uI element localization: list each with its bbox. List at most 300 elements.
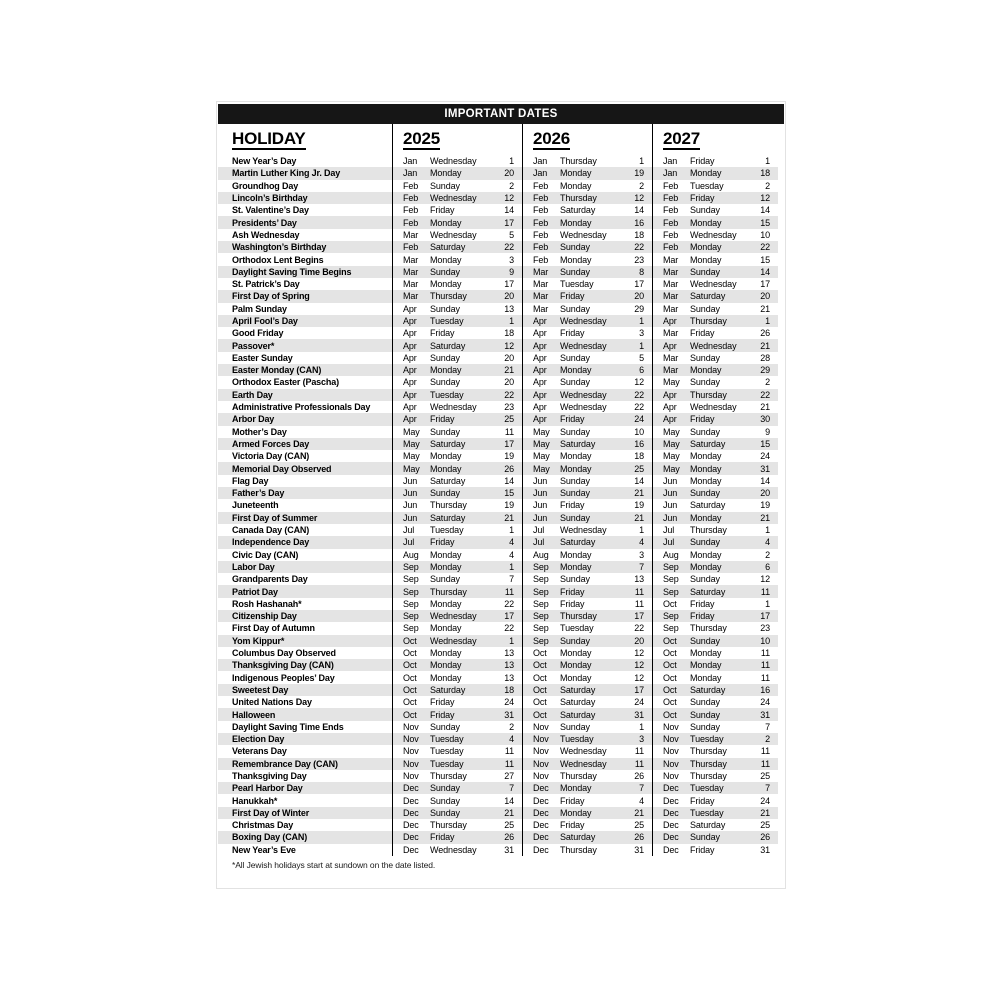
- date-day: 1: [509, 561, 514, 572]
- date-day: 17: [760, 279, 770, 290]
- date-day: 31: [504, 844, 514, 855]
- date-cell-2025: [393, 671, 523, 683]
- date-cell-2025: [393, 598, 523, 610]
- holiday-name: Veterans Day: [218, 745, 393, 757]
- holiday-name: Citizenship Day: [218, 610, 393, 622]
- row-spacer: [778, 721, 784, 733]
- row-spacer: [778, 844, 784, 856]
- holiday-name: Daylight Saving Time Begins: [218, 266, 393, 278]
- date-weekday: Tuesday: [430, 525, 464, 536]
- date-day: 25: [504, 820, 514, 831]
- date-weekday: Tuesday: [560, 279, 594, 290]
- date-day: 31: [634, 844, 644, 855]
- holiday-name: Juneteenth: [218, 499, 393, 511]
- date-weekday: Tuesday: [430, 316, 464, 326]
- date-day: 25: [760, 770, 770, 781]
- date-cell-2026: [523, 475, 653, 487]
- date-month: Sep: [533, 598, 549, 609]
- row-spacer: [778, 180, 784, 192]
- date-month: Feb: [663, 217, 679, 228]
- date-weekday: Saturday: [690, 500, 726, 511]
- date-month: Oct: [663, 598, 677, 609]
- row-spacer: [778, 216, 784, 228]
- date-month: Oct: [533, 660, 547, 671]
- date-weekday: Wednesday: [560, 389, 607, 400]
- date-weekday: Sunday: [690, 266, 720, 277]
- date-day: 20: [504, 291, 514, 302]
- date-cell-2027: [653, 745, 778, 757]
- date-cell-2027: [653, 536, 778, 548]
- date-month: Sep: [663, 623, 679, 634]
- date-month: Nov: [403, 721, 419, 732]
- holiday-name: Easter Monday (CAN): [218, 364, 393, 376]
- date-day: 7: [765, 783, 770, 794]
- date-cell-2027: [653, 819, 778, 831]
- date-weekday: Monday: [560, 549, 592, 560]
- row-spacer: [778, 253, 784, 265]
- date-month: Apr: [663, 402, 677, 413]
- date-month: Jun: [663, 512, 678, 523]
- date-weekday: Monday: [560, 672, 592, 683]
- date-day: 30: [760, 414, 770, 425]
- date-day: 1: [765, 525, 770, 536]
- date-day: 19: [634, 168, 644, 179]
- date-weekday: Saturday: [430, 242, 466, 253]
- date-day: 1: [639, 316, 644, 326]
- date-month: Apr: [403, 328, 417, 339]
- date-weekday: Sunday: [430, 795, 460, 806]
- date-cell-2026: [523, 782, 653, 794]
- date-weekday: Monday: [690, 254, 722, 265]
- table-row: [218, 573, 784, 585]
- date-day: 5: [509, 229, 514, 240]
- table-row: [218, 303, 784, 315]
- date-weekday: Thursday: [690, 525, 727, 536]
- date-day: 3: [639, 734, 644, 745]
- date-weekday: Monday: [430, 463, 462, 474]
- date-cell-2025: [393, 229, 523, 241]
- date-month: Sep: [403, 598, 419, 609]
- date-cell-2026: [523, 204, 653, 216]
- date-cell-2027: [653, 487, 778, 499]
- date-cell-2027: [653, 831, 778, 843]
- date-day: 20: [504, 377, 514, 388]
- date-month: Apr: [533, 377, 547, 388]
- date-weekday: Friday: [430, 328, 455, 339]
- date-day: 11: [760, 746, 770, 757]
- date-day: 1: [639, 156, 644, 167]
- holiday-name: Father’s Day: [218, 487, 393, 499]
- table-row: [218, 610, 784, 622]
- date-weekday: Monday: [690, 475, 722, 486]
- date-day: 10: [634, 426, 644, 437]
- date-cell-2026: [523, 462, 653, 474]
- date-cell-2027: [653, 610, 778, 622]
- date-day: 17: [760, 611, 770, 622]
- date-cell-2027: [653, 770, 778, 782]
- date-day: 2: [509, 721, 514, 732]
- row-spacer: [778, 364, 784, 376]
- date-cell-2027: [653, 376, 778, 388]
- date-day: 7: [639, 783, 644, 794]
- date-cell-2026: [523, 512, 653, 524]
- date-month: Oct: [663, 660, 677, 671]
- holiday-name: Mother’s Day: [218, 426, 393, 438]
- date-month: Jun: [403, 488, 418, 499]
- date-month: Sep: [533, 623, 549, 634]
- holiday-name: Civic Day (CAN): [218, 549, 393, 561]
- date-weekday: Saturday: [690, 291, 726, 302]
- date-weekday: Thursday: [690, 316, 727, 326]
- date-day: 17: [634, 684, 644, 695]
- date-weekday: Monday: [690, 168, 722, 179]
- date-month: Sep: [663, 561, 679, 572]
- date-month: Oct: [533, 709, 547, 720]
- date-month: Sep: [403, 623, 419, 634]
- date-month: Feb: [663, 180, 679, 191]
- holiday-name: Independence Day: [218, 536, 393, 548]
- date-cell-2025: [393, 585, 523, 597]
- date-cell-2026: [523, 303, 653, 315]
- date-day: 20: [634, 291, 644, 302]
- row-spacer: [778, 770, 784, 782]
- date-month: Mar: [663, 254, 679, 265]
- date-day: 24: [634, 414, 644, 425]
- date-month: Nov: [533, 758, 549, 769]
- row-spacer: [778, 782, 784, 794]
- date-cell-2025: [393, 831, 523, 843]
- date-weekday: Friday: [690, 156, 715, 167]
- date-day: 20: [504, 352, 514, 363]
- date-day: 14: [504, 795, 514, 806]
- date-weekday: Sunday: [690, 488, 720, 499]
- date-day: 15: [760, 438, 770, 449]
- table-row: [218, 450, 784, 462]
- date-weekday: Friday: [560, 586, 585, 597]
- date-day: 14: [504, 205, 514, 216]
- date-day: 31: [760, 709, 770, 720]
- date-day: 25: [504, 414, 514, 425]
- date-cell-2026: [523, 671, 653, 683]
- table-row: [218, 770, 784, 782]
- holiday-name: Passover*: [218, 339, 393, 351]
- table-row: [218, 622, 784, 634]
- date-cell-2027: [653, 389, 778, 401]
- table-row: [218, 290, 784, 302]
- date-weekday: Tuesday: [430, 734, 464, 745]
- date-weekday: Thursday: [430, 820, 467, 831]
- date-cell-2027: [653, 573, 778, 585]
- date-cell-2026: [523, 819, 653, 831]
- date-month: Jun: [533, 475, 548, 486]
- date-weekday: Wednesday: [560, 316, 607, 326]
- date-month: Jun: [533, 488, 548, 499]
- date-day: 7: [509, 574, 514, 585]
- date-month: Oct: [663, 709, 677, 720]
- date-cell-2025: [393, 204, 523, 216]
- table-row: [218, 684, 784, 696]
- date-cell-2025: [393, 426, 523, 438]
- row-spacer: [778, 192, 784, 204]
- date-month: Nov: [533, 721, 549, 732]
- date-cell-2025: [393, 192, 523, 204]
- date-cell-2027: [653, 671, 778, 683]
- date-month: Oct: [403, 684, 417, 695]
- date-month: May: [533, 438, 550, 449]
- date-day: 25: [634, 463, 644, 474]
- date-weekday: Wednesday: [690, 340, 737, 351]
- date-weekday: Thursday: [560, 193, 597, 204]
- date-day: 11: [760, 648, 770, 659]
- date-month: Jun: [403, 512, 418, 523]
- holiday-name: Orthodox Lent Begins: [218, 253, 393, 265]
- date-month: Nov: [403, 746, 419, 757]
- date-cell-2025: [393, 696, 523, 708]
- table-row: [218, 647, 784, 659]
- holiday-name: Earth Day: [218, 389, 393, 401]
- date-day: 29: [760, 365, 770, 376]
- row-spacer: [778, 671, 784, 683]
- table-row: [218, 696, 784, 708]
- date-cell-2025: [393, 659, 523, 671]
- row-spacer: [778, 745, 784, 757]
- date-day: 1: [639, 721, 644, 732]
- date-cell-2026: [523, 844, 653, 856]
- date-cell-2026: [523, 389, 653, 401]
- date-cell-2026: [523, 573, 653, 585]
- date-month: Dec: [403, 832, 419, 843]
- date-day: 14: [634, 475, 644, 486]
- holiday-name: Groundhog Day: [218, 180, 393, 192]
- date-day: 9: [765, 426, 770, 437]
- date-month: Oct: [533, 684, 547, 695]
- date-cell-2025: [393, 475, 523, 487]
- date-month: Jan: [403, 168, 418, 179]
- holiday-name: Pearl Harbor Day: [218, 782, 393, 794]
- date-month: Mar: [533, 303, 549, 314]
- date-weekday: Thursday: [430, 770, 467, 781]
- date-weekday: Thursday: [560, 611, 597, 622]
- date-month: Mar: [663, 303, 679, 314]
- date-cell-2027: [653, 216, 778, 228]
- date-weekday: Thursday: [560, 156, 597, 167]
- date-weekday: Wednesday: [690, 279, 737, 290]
- date-day: 17: [504, 217, 514, 228]
- date-cell-2025: [393, 278, 523, 290]
- table-row: [218, 389, 784, 401]
- date-month: Jun: [403, 475, 418, 486]
- row-spacer: [778, 241, 784, 253]
- row-spacer: [778, 266, 784, 278]
- date-weekday: Wednesday: [690, 402, 737, 413]
- date-cell-2027: [653, 290, 778, 302]
- date-cell-2026: [523, 426, 653, 438]
- date-month: Apr: [403, 340, 417, 351]
- holiday-name: Labor Day: [218, 561, 393, 573]
- date-month: Apr: [403, 402, 417, 413]
- date-cell-2025: [393, 339, 523, 351]
- table-row: [218, 475, 784, 487]
- date-day: 11: [760, 586, 770, 597]
- date-month: Apr: [403, 389, 417, 400]
- date-month: Feb: [403, 242, 419, 253]
- date-weekday: Monday: [690, 648, 722, 659]
- date-weekday: Sunday: [690, 574, 720, 585]
- date-month: Jan: [403, 156, 418, 167]
- date-weekday: Wednesday: [690, 229, 737, 240]
- date-weekday: Friday: [430, 537, 455, 548]
- row-spacer: [778, 610, 784, 622]
- date-cell-2027: [653, 462, 778, 474]
- date-day: 26: [504, 463, 514, 474]
- date-weekday: Monday: [430, 660, 462, 671]
- date-day: 11: [504, 426, 514, 437]
- date-day: 1: [639, 525, 644, 536]
- date-day: 21: [760, 402, 770, 413]
- table-row: [218, 204, 784, 216]
- date-cell-2026: [523, 549, 653, 561]
- date-cell-2025: [393, 352, 523, 364]
- date-weekday: Monday: [690, 549, 722, 560]
- date-month: Feb: [403, 180, 419, 191]
- date-cell-2025: [393, 745, 523, 757]
- date-cell-2027: [653, 266, 778, 278]
- table-row: [218, 364, 784, 376]
- date-day: 17: [634, 279, 644, 290]
- date-cell-2027: [653, 413, 778, 425]
- date-weekday: Sunday: [690, 205, 720, 216]
- date-month: Nov: [663, 746, 679, 757]
- date-month: Dec: [403, 807, 419, 818]
- date-weekday: Thursday: [690, 770, 727, 781]
- date-day: 11: [634, 758, 644, 769]
- date-cell-2025: [393, 462, 523, 474]
- date-day: 11: [504, 746, 514, 757]
- date-month: Apr: [663, 414, 677, 425]
- date-cell-2026: [523, 524, 653, 536]
- date-day: 1: [765, 316, 770, 326]
- date-cell-2026: [523, 733, 653, 745]
- date-day: 22: [504, 598, 514, 609]
- date-day: 20: [634, 635, 644, 646]
- row-spacer: [778, 794, 784, 806]
- date-day: 13: [504, 648, 514, 659]
- date-cell-2027: [653, 364, 778, 376]
- date-weekday: Tuesday: [690, 807, 724, 818]
- date-month: Feb: [533, 242, 549, 253]
- row-spacer: [778, 758, 784, 770]
- table-row: [218, 536, 784, 548]
- date-weekday: Monday: [560, 254, 592, 265]
- date-day: 12: [634, 193, 644, 204]
- date-month: Feb: [533, 217, 549, 228]
- date-day: 14: [760, 475, 770, 486]
- date-day: 26: [760, 832, 770, 843]
- date-cell-2026: [523, 721, 653, 733]
- table-row: [218, 462, 784, 474]
- date-day: 17: [634, 611, 644, 622]
- date-weekday: Monday: [560, 168, 592, 179]
- holiday-name: Indigenous Peoples’ Day: [218, 671, 393, 683]
- date-month: Jul: [663, 537, 675, 548]
- date-cell-2026: [523, 229, 653, 241]
- date-cell-2025: [393, 155, 523, 167]
- date-day: 3: [639, 549, 644, 560]
- date-weekday: Thursday: [690, 623, 727, 634]
- date-weekday: Saturday: [430, 475, 466, 486]
- date-cell-2027: [653, 155, 778, 167]
- date-weekday: Thursday: [430, 291, 467, 302]
- date-cell-2026: [523, 167, 653, 179]
- date-month: Feb: [533, 180, 549, 191]
- column-header-2025-cell: [393, 124, 523, 155]
- date-month: Apr: [533, 365, 547, 376]
- date-month: Feb: [403, 193, 419, 204]
- date-cell-2026: [523, 794, 653, 806]
- date-weekday: Tuesday: [560, 734, 594, 745]
- date-weekday: Friday: [690, 598, 715, 609]
- row-spacer: [778, 598, 784, 610]
- table-row: [218, 635, 784, 647]
- date-weekday: Monday: [560, 463, 592, 474]
- table-row: [218, 708, 784, 720]
- date-weekday: Sunday: [560, 488, 590, 499]
- date-month: Oct: [533, 672, 547, 683]
- date-day: 17: [504, 611, 514, 622]
- table-header-row: [218, 124, 784, 155]
- date-cell-2025: [393, 721, 523, 733]
- date-cell-2027: [653, 807, 778, 819]
- date-weekday: Monday: [690, 451, 722, 462]
- holiday-name: Good Friday: [218, 327, 393, 339]
- holiday-name: Easter Sunday: [218, 352, 393, 364]
- date-month: Apr: [403, 316, 417, 326]
- date-day: 22: [760, 242, 770, 253]
- date-cell-2026: [523, 561, 653, 573]
- date-day: 17: [504, 279, 514, 290]
- date-weekday: Tuesday: [430, 758, 464, 769]
- date-day: 13: [504, 303, 514, 314]
- holiday-name: Palm Sunday: [218, 303, 393, 315]
- date-day: 4: [509, 537, 514, 548]
- date-month: Mar: [663, 266, 679, 277]
- date-day: 21: [504, 807, 514, 818]
- date-weekday: Saturday: [690, 684, 726, 695]
- row-spacer: [778, 487, 784, 499]
- date-weekday: Monday: [690, 512, 722, 523]
- date-weekday: Friday: [560, 414, 585, 425]
- date-weekday: Sunday: [690, 832, 720, 843]
- date-month: Nov: [403, 734, 419, 745]
- date-cell-2027: [653, 561, 778, 573]
- holiday-name: Arbor Day: [218, 413, 393, 425]
- date-cell-2026: [523, 647, 653, 659]
- row-spacer: [778, 450, 784, 462]
- date-weekday: Saturday: [560, 438, 596, 449]
- holiday-name: New Year’s Day: [218, 155, 393, 167]
- date-month: Feb: [663, 229, 679, 240]
- date-cell-2027: [653, 278, 778, 290]
- date-cell-2025: [393, 561, 523, 573]
- date-weekday: Monday: [430, 254, 462, 265]
- date-month: May: [663, 463, 680, 474]
- date-day: 6: [639, 365, 644, 376]
- date-weekday: Friday: [560, 820, 585, 831]
- date-month: Apr: [403, 377, 417, 388]
- date-weekday: Wednesday: [560, 525, 607, 536]
- date-cell-2025: [393, 315, 523, 327]
- date-day: 11: [504, 758, 514, 769]
